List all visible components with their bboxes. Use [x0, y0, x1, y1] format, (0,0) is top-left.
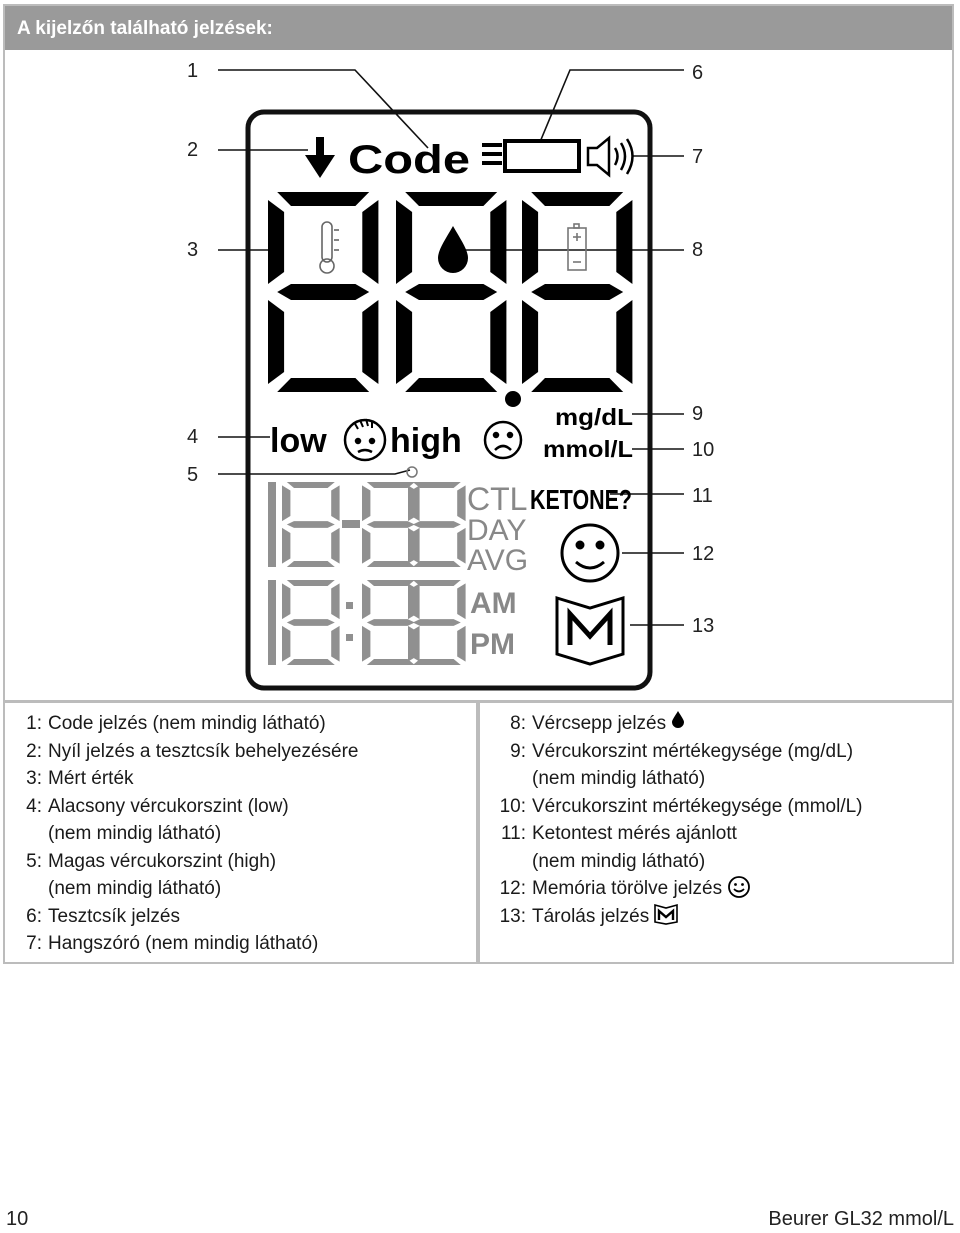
unit-mmol: mmol/L: [543, 436, 633, 462]
legend-item: (nem mindig látható): [532, 768, 706, 789]
callout-5: 5: [187, 464, 199, 486]
memory-book-icon: [654, 903, 678, 925]
legend-item: 9: Vércukorszint mértékegysége (mg/dL): [510, 740, 854, 762]
page-number: 10: [6, 1208, 29, 1230]
legend-item: 2: Nyíl jelzés a tesztcsík behelyezésére: [26, 740, 359, 762]
low-label: low: [270, 422, 327, 460]
callout-12: 12: [692, 543, 715, 565]
blood-drop-icon: [671, 710, 685, 728]
callout-1: 1: [187, 60, 199, 82]
legend-item: (nem mindig látható): [48, 878, 222, 899]
product-name: Beurer GL32 mmol/L: [768, 1208, 954, 1230]
legend-item: 11: Ketontest mérés ajánlott: [500, 823, 737, 844]
legend-left: [2, 710, 358, 958]
legend-item: 6: Tesztcsík jelzés: [26, 905, 180, 927]
callout-11: 11: [692, 485, 713, 507]
decimal-dot: [505, 391, 521, 407]
legend-item: 10: Vércukorszint mértékegysége (mmol/L): [499, 795, 863, 817]
callout-6: 6: [692, 62, 704, 84]
unit-mgdl: mg/dL: [555, 404, 633, 430]
legend-item: (nem mindig látható): [48, 823, 222, 844]
callout-9: 9: [692, 403, 704, 425]
callout-7: 7: [692, 146, 704, 168]
legend-item: 3: Mért érték: [26, 768, 134, 789]
ctl-label: CTL: [467, 481, 528, 517]
smiley-icon: [727, 875, 751, 899]
ketone-label: KETONE?: [530, 484, 632, 515]
legend-item: 4: Alacsony vércukorszint (low): [26, 795, 289, 817]
callout-8: 8: [692, 239, 704, 261]
legend-item: 12: Memória törölve jelzés: [486, 875, 863, 903]
day-label: DAY: [467, 514, 527, 547]
legend-right: [486, 710, 863, 930]
legend-item: 5: Magas vércukorszint (high): [26, 850, 277, 872]
legend-item: 7: Hangszóró (nem mindig látható): [26, 933, 319, 954]
avg-label: AVG: [467, 544, 529, 577]
legend-item: 1: Code jelzés (nem mindig látható): [26, 713, 326, 734]
callout-2: 2: [187, 139, 199, 161]
pm-label: PM: [470, 628, 515, 661]
high-label: high: [390, 422, 462, 460]
header-title: A kijelzőn található jelzések:: [17, 18, 273, 39]
divider-vertical: [476, 702, 480, 963]
code-label: Code: [348, 138, 470, 182]
callout-4: 4: [187, 426, 199, 448]
callout-10: 10: [692, 439, 715, 461]
legend-item: 8: Vércsepp jelzés: [486, 710, 863, 738]
am-label: AM: [470, 587, 517, 620]
callout-3: 3: [187, 239, 199, 261]
legend-item: (nem mindig látható): [532, 850, 706, 872]
callout-13: 13: [692, 615, 715, 637]
legend-item: 13: Tárolás jelzés: [486, 903, 863, 931]
